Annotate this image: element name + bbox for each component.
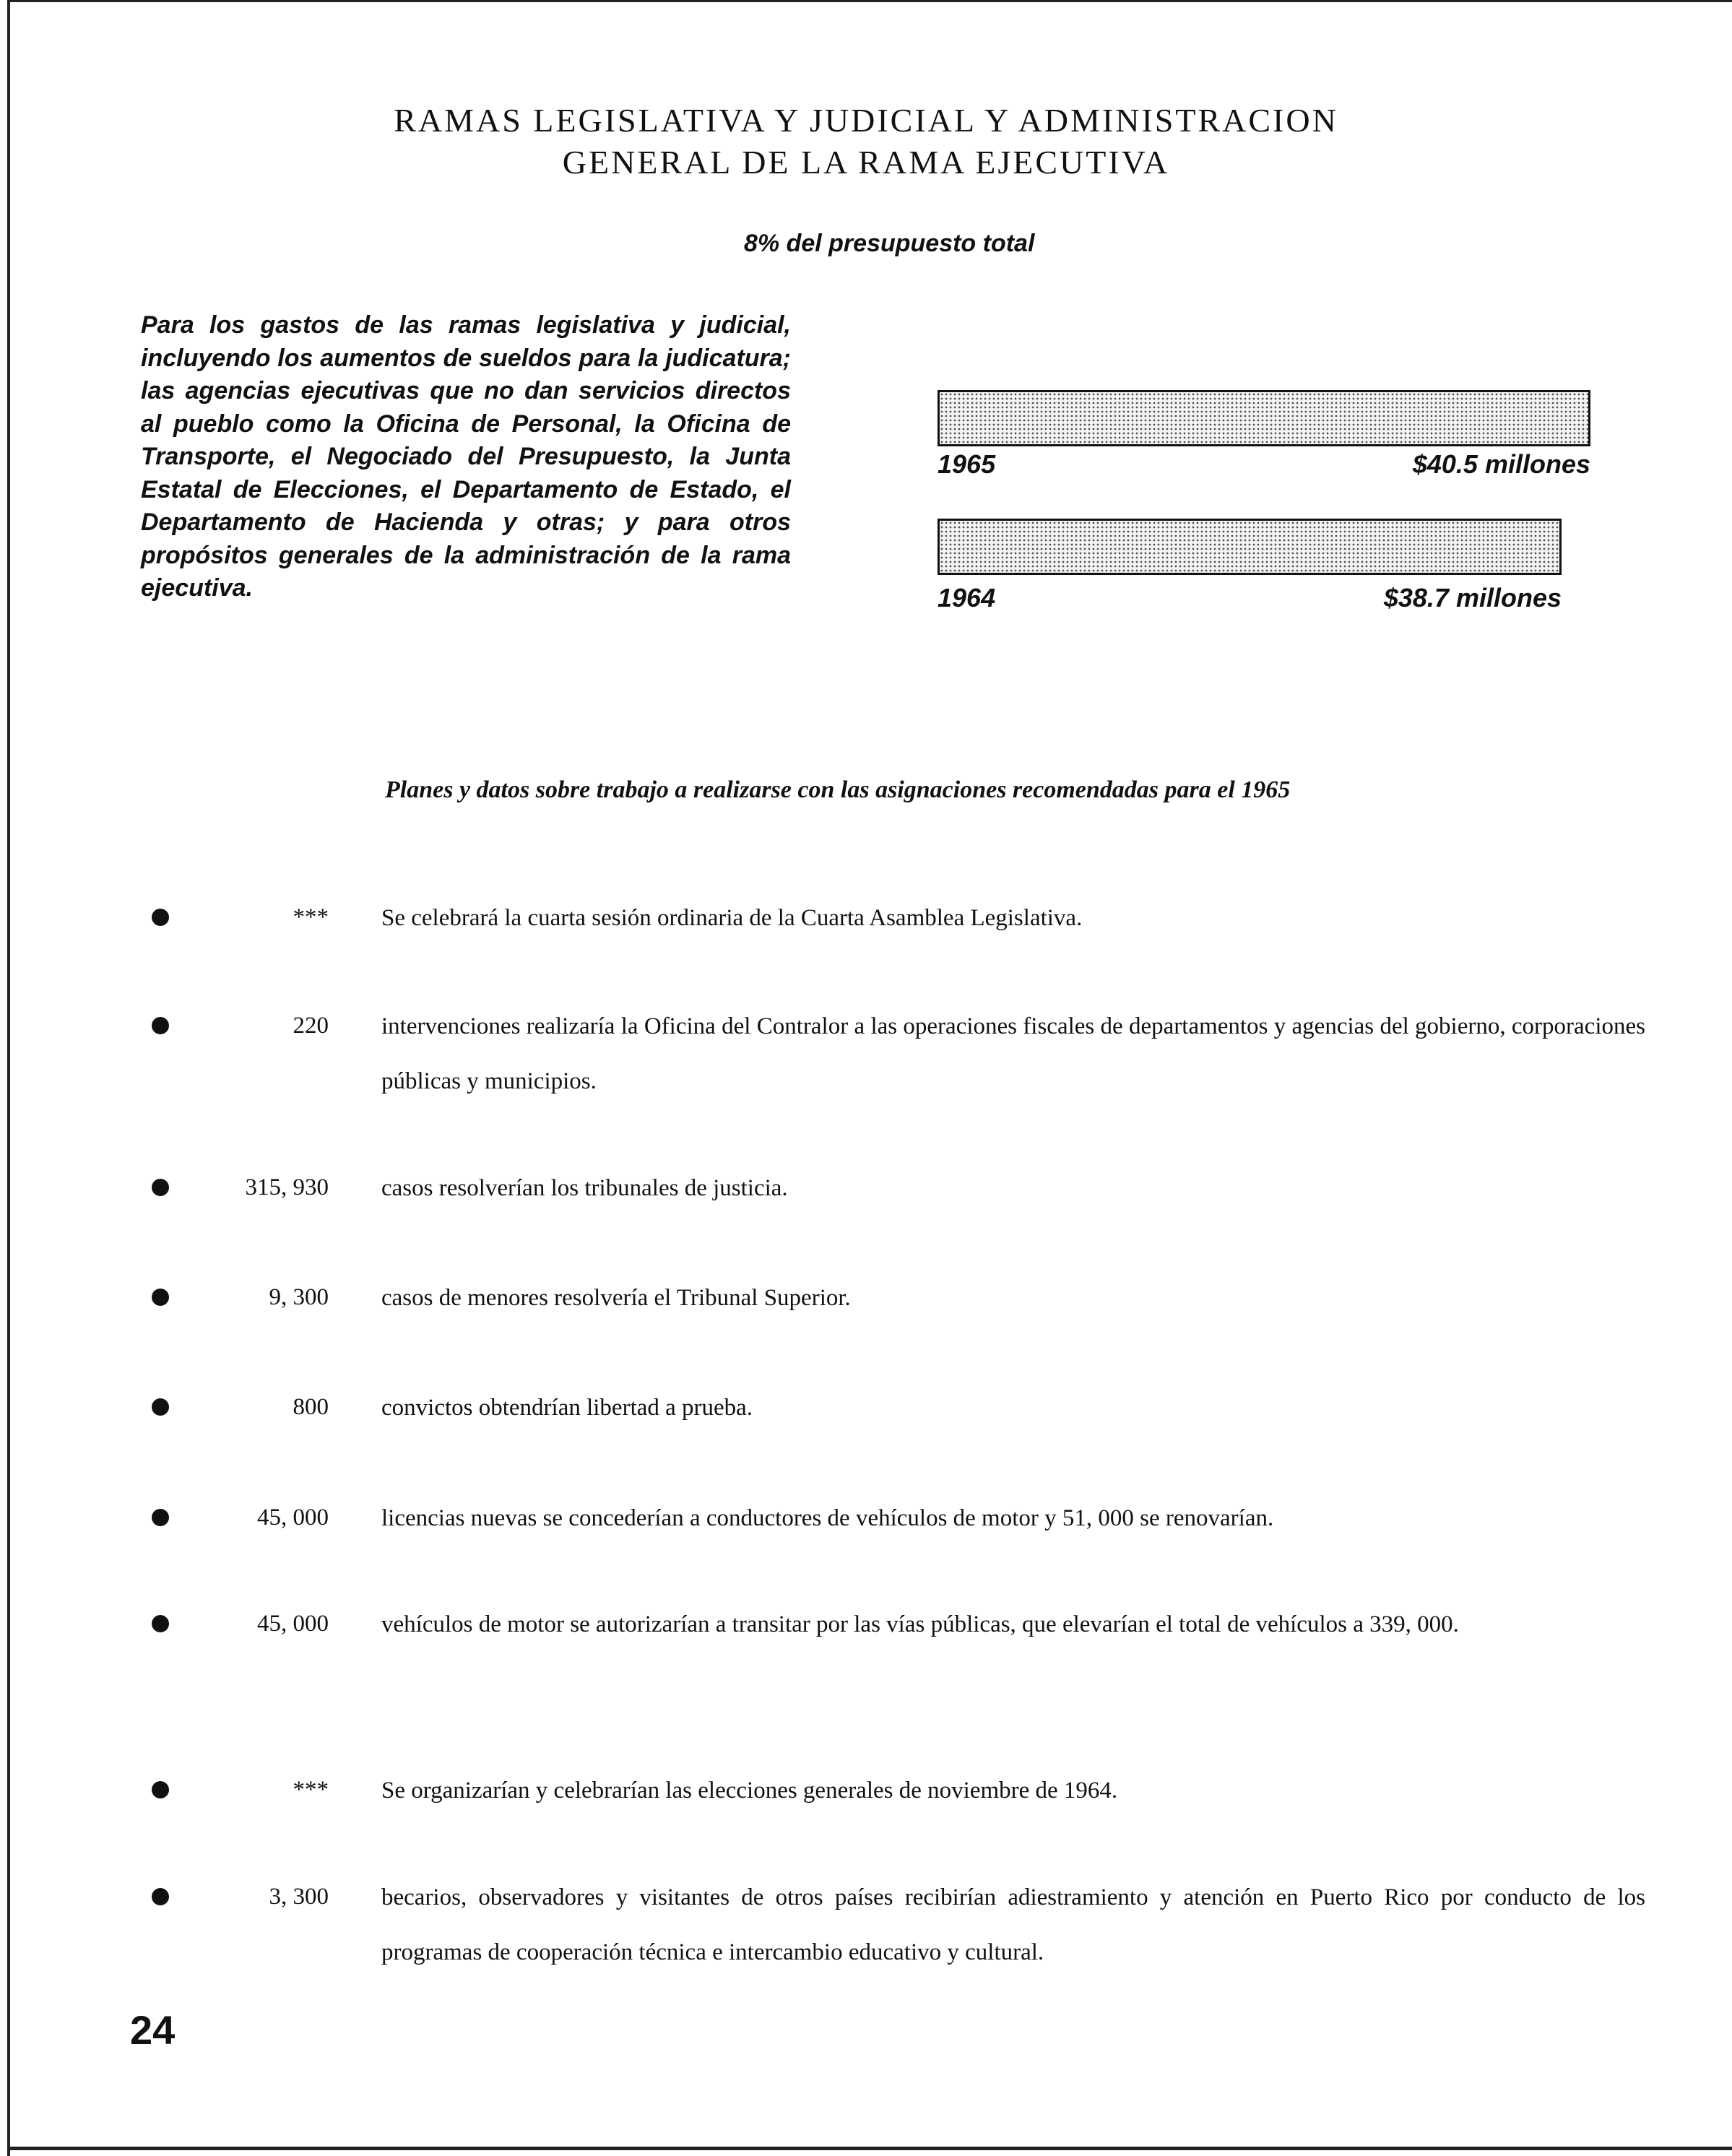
plans-heading: Planes y datos sobre trabajo a realizarse con las asignaciones recomendadas para el 1965 — [385, 776, 1291, 803]
bullet-icon — [152, 1888, 169, 1905]
bar-1964-year-label: 1964 — [938, 583, 996, 612]
bullet-icon — [152, 1179, 169, 1196]
bar-1965-amount-label: $40.5 millones — [1412, 449, 1590, 479]
item-text: intervenciones realizaría la Oficina del Contralor a las operaciones fiscales de departamentos y agencias del gobierno, corporaciones públicas y municipios. — [381, 1013, 1645, 1094]
bullet-icon — [152, 1017, 169, 1034]
item-text: becarios, observadores y visitantes de otros países recibirían adiestramiento y atención en Puerto Rico por conducto de los programas de cooperación técnica e intercambio educativo y cultural. — [381, 1884, 1645, 1965]
item-text: vehículos de motor se autorizarían a transitar por las vías públicas, que elevarían el total de vehículos a 339, 000. — [381, 1611, 1459, 1637]
bar-1964-amount-label: $38.7 millones — [1383, 583, 1562, 612]
bullet-icon — [152, 1781, 169, 1798]
item-value: 800 — [293, 1394, 329, 1420]
page-border-left — [7, 0, 10, 2156]
page-title — [0, 100, 1732, 183]
item-value: 45, 000 — [257, 1611, 329, 1637]
bullet-icon — [152, 1509, 169, 1526]
item-value: 9, 300 — [269, 1284, 329, 1310]
bullet-icon — [152, 1615, 169, 1632]
bar-1964 — [938, 519, 1562, 575]
item-text: licencias nuevas se concederían a conductores de vehículos de motor y 51, 000 se renovarían. — [381, 1505, 1274, 1531]
item-text: casos de menores resolvería el Tribunal Superior. — [381, 1285, 851, 1311]
title-line-2: GENERAL DE LA RAMA EJECUTIVA — [562, 144, 1170, 181]
page-border-top — [7, 0, 1732, 2]
budget-share-subtitle: 8% del presupuesto total — [744, 230, 1035, 257]
item-text: Se organizarían y celebrarían las elecciones generales de noviembre de 1964. — [381, 1778, 1118, 1804]
item-value: 45, 000 — [257, 1505, 329, 1531]
page-number: 24 — [130, 2007, 176, 2053]
item-text: Se celebrará la cuarta sesión ordinaria de la Cuarta Asamblea Legislativa. — [381, 905, 1083, 931]
item-text: casos resolverían los tribunales de justicia. — [381, 1175, 788, 1201]
title-line-1: RAMAS LEGISLATIVA Y JUDICIAL Y ADMINISTRACION — [394, 102, 1338, 139]
bullet-icon — [152, 909, 169, 926]
item-value: 315, 930 — [245, 1174, 329, 1200]
bullet-icon — [152, 1398, 169, 1416]
item-value: *** — [293, 1777, 329, 1803]
page-border-bottom — [7, 2147, 1732, 2150]
bar-1965-year-label: 1965 — [938, 449, 996, 479]
bullet-icon — [152, 1289, 169, 1306]
item-value: 3, 300 — [269, 1884, 329, 1910]
bar-1965 — [938, 390, 1590, 446]
item-value: *** — [293, 904, 329, 930]
intro-paragraph: Para los gastos de las ramas legislativa y judicial, incluyendo los aumentos de sueldos para la judicatura; las agencias ejecutivas que no dan servicios directos al pueblo como la Oficina de Personal, la Oficina de Transporte, el Negociado del Presupuesto, la Junta Estatal de Elecciones, el Departamento de Estado, el Departamento de Hacienda y otras; y para otros propósitos generales de la administración de la rama ejecutiva. — [141, 311, 791, 602]
item-value: 220 — [293, 1013, 329, 1039]
item-text: convictos obtendrían libertad a prueba. — [381, 1395, 753, 1421]
